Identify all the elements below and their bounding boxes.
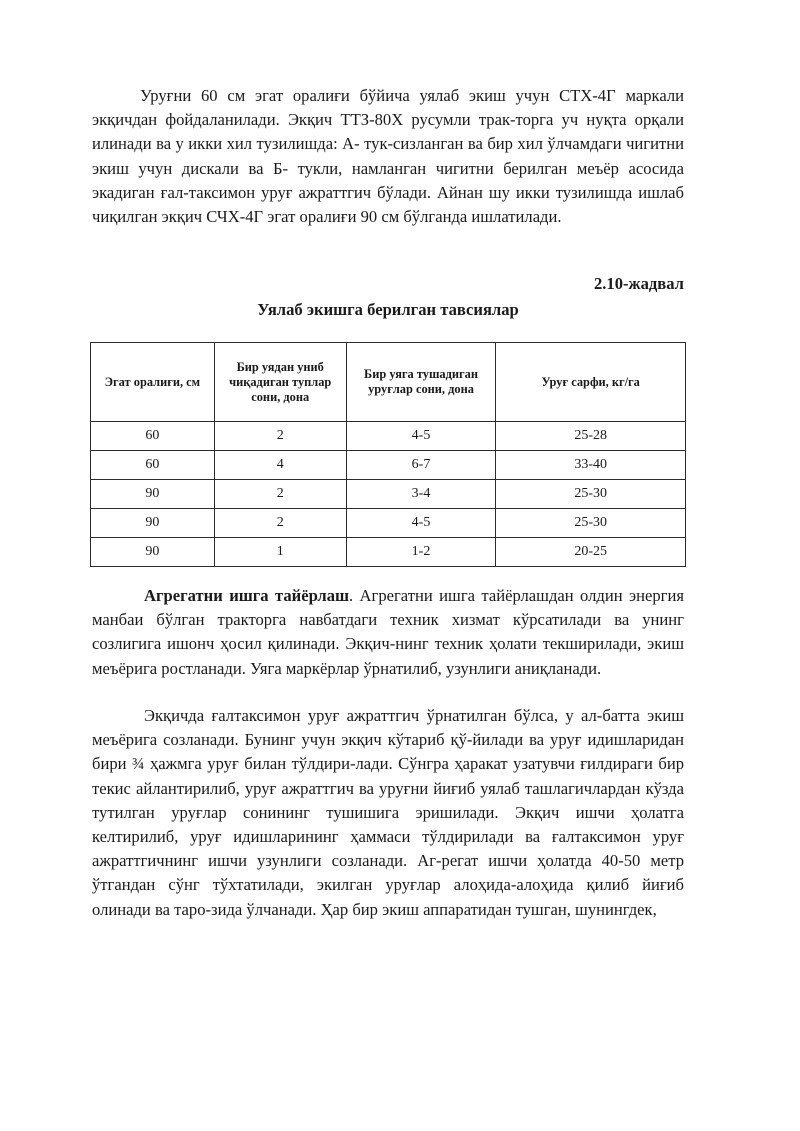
table-cell: 90 (91, 538, 215, 567)
table-title: Уялаб экишга берилган тавсиялар (257, 300, 519, 319)
calibration-paragraph: Экқичда ғалтаксимон уруғ ажраттгич ўрнатилган бўлса, у ал-батта экиш меъёрига созланади. Бунинг учун экқич кўтариб қў-йилади ва уруғ идишларидан бири ¾ ҳажмга уруғ билан тўлдири-лади. Сўнгра ҳаракат узатувчи ғилдираги бир текис айлантирилиб, уруғ ажраттгич ва уруғни йиғиб уялаб ташлагичлардан кўзда тутилган уруғлар сонининг тушишига эришилади. Экқич ишчи ҳолатга келтирилиб, уруғ идишларининг ҳаммаси тўлдирилади ва ғалтаксимон уруғ ажраттгичнинг ишчи узунлиги созланади. Аг-регат ишчи ҳолатда 40-50 метр ўтгандан сўнг тўхтатилади, экилган уруғлар алоҳида-алоҳида қилиб йиғиб олинади ва таро-зида ўлчанади. Ҳар бир экиш аппаратидан тушган, шунингдек, (92, 706, 684, 919)
table-header-row (91, 343, 686, 422)
header-furrow-spacing: Эгат оралиғи, см (91, 343, 215, 422)
preparation-heading: Агрегатни ишга тайёрлаш (144, 586, 349, 605)
preparation-text: . Агрегатни ишга тайёрлашдан олдин энергия манбаи бўлган тракторга навбатдаги техник хизмат кўрсатилади ва унинг созлигига ишонч ҳосил қилинади. Экқич-нинг техник ҳолати текширилади, экиш меъёрига ростланади. Уяга маркёрлар ўрнатилиб, узунлиги аниқланади. (92, 586, 684, 678)
table-cell: 1 (214, 538, 346, 567)
header-seed-consumption: Уруғ сарфи, кг/га (496, 343, 686, 422)
table-cell: 6-7 (346, 451, 496, 480)
table-cell: 90 (91, 509, 215, 538)
preparation-paragraph (92, 584, 684, 681)
recommendations-table (90, 342, 686, 567)
header-sprouts-per-nest: Бир уядан униб чиқадиган туплар сони, дона (214, 343, 346, 422)
intro-paragraph: Уруғни 60 см эгат оралиғи бўйича уялаб экиш учун СТХ-4Г маркали экқичдан фойдаланилади. Экқич ТТЗ-80Х русумли трак-торга уч нуқта орқали илинади ва у икки хил тузилишда: А- тук-сизланган ва бир хил ўлчамдаги чигитни экиш учун дискали ва Б- тукли, намланган чигитни берилган меъёр асосида экадиган ғал-таксимон уруғ ажраттгич бўлади. Айнан шу икки тузилишда ишлаб чиқилган экқич СЧХ-4Г эгат оралиғи 90 см бўлганда ишлатилади. (92, 86, 684, 227)
table-cell: 60 (91, 451, 215, 480)
table-cell: 4 (214, 451, 346, 480)
table-cell: 3-4 (346, 480, 496, 509)
table-row (91, 422, 686, 451)
table-row (91, 480, 686, 509)
table-row (91, 451, 686, 480)
table-cell: 33-40 (496, 451, 686, 480)
table-row (91, 509, 686, 538)
table-cell: 2 (214, 480, 346, 509)
table-cell: 4-5 (346, 422, 496, 451)
table-cell: 2 (214, 509, 346, 538)
table-cell: 1-2 (346, 538, 496, 567)
table-cell: 20-25 (496, 538, 686, 567)
table-row (91, 538, 686, 567)
table-cell: 4-5 (346, 509, 496, 538)
header-seeds-per-nest: Бир уяга тушадиган уруғлар сони, дона (346, 343, 496, 422)
table-cell: 25-30 (496, 480, 686, 509)
table-cell: 2 (214, 422, 346, 451)
table-cell: 60 (91, 422, 215, 451)
table-cell: 25-30 (496, 509, 686, 538)
table-number: 2.10-жадвал (593, 274, 684, 293)
table-cell: 90 (91, 480, 215, 509)
table-cell: 25-28 (496, 422, 686, 451)
